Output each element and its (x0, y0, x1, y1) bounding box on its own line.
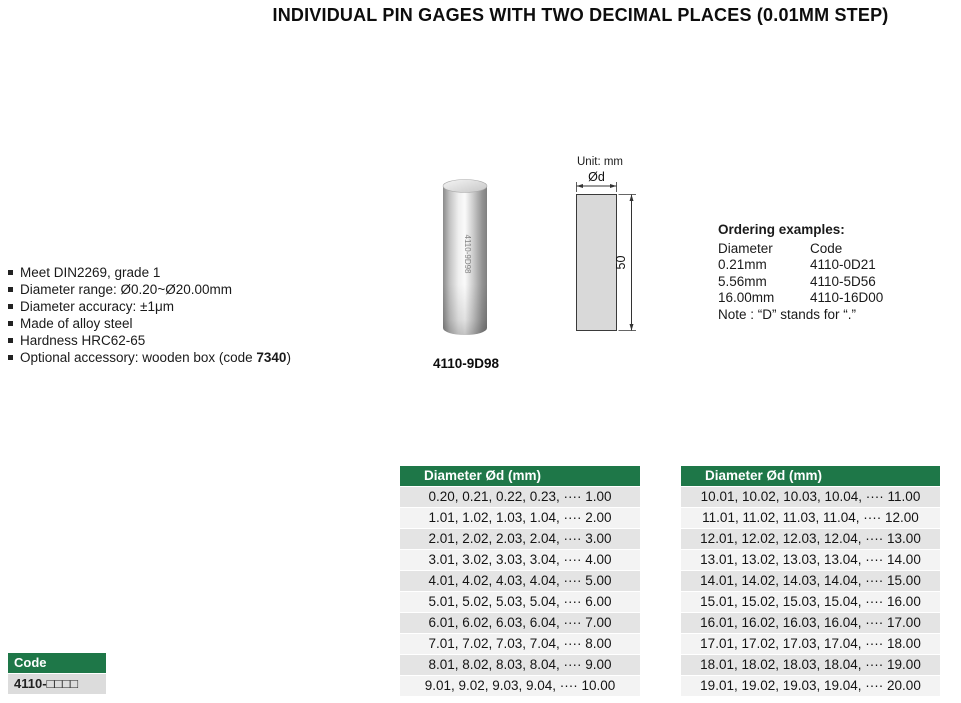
technical-drawing (572, 170, 652, 355)
ordering-row (718, 257, 928, 274)
dimension-arrow (577, 184, 584, 188)
feature-item (8, 281, 291, 298)
pin-outline-rect (577, 195, 617, 331)
table-row: 13.01, 13.02, 13.03, 13.04, ···· 14.00 (681, 550, 940, 570)
ordering-examples (718, 222, 928, 323)
feature-list (8, 264, 291, 366)
table-row: 5.01, 5.02, 5.03, 5.04, ···· 6.00 (400, 592, 640, 612)
pin-bottom-shade (443, 284, 487, 335)
pin-gage-illustration (440, 176, 490, 346)
code-box-header: Code (8, 653, 106, 673)
ordering-col-code: Code (810, 240, 843, 256)
table-row: 4.01, 4.02, 4.03, 4.04, ···· 5.00 (400, 571, 640, 591)
table-row: 11.01, 11.02, 11.03, 11.04, ···· 12.00 (681, 508, 940, 528)
table-header: Diameter Ød (mm) (400, 466, 640, 486)
feature-text (20, 349, 291, 366)
feature-text: Meet DIN2269, grade 1 (20, 265, 161, 280)
table-row: 16.01, 16.02, 16.03, 16.04, ···· 17.00 (681, 613, 940, 633)
table-row: 12.01, 12.02, 12.03, 12.04, ···· 13.00 (681, 529, 940, 549)
code-box-value: 4110-□□□□ (8, 674, 106, 694)
ordering-code: 4110-5D56 (810, 273, 876, 289)
unit-label: Unit: mm (577, 156, 623, 168)
feature-text: Made of alloy steel (20, 316, 133, 331)
ordering-row (718, 274, 928, 291)
pin-engraving-text: 4110-9D98 (463, 234, 472, 274)
table-row: 2.01, 2.02, 2.03, 2.04, ···· 3.00 (400, 529, 640, 549)
table-row: 3.01, 3.02, 3.03, 3.04, ···· 4.00 (400, 550, 640, 570)
table-header: Diameter Ød (mm) (681, 466, 940, 486)
bullet-square-icon (8, 270, 13, 275)
table-row: 14.01, 14.02, 14.03, 14.04, ···· 15.00 (681, 571, 940, 591)
feature-text-prefix: Optional accessory: wooden box (code (20, 350, 257, 365)
table-row: 6.01, 6.02, 6.03, 6.04, ···· 7.00 (400, 613, 640, 633)
table-row: 19.01, 19.02, 19.03, 19.04, ···· 20.00 (681, 676, 940, 696)
ordering-note: Note : “D” stands for “.” (718, 306, 857, 322)
dimension-arrow (630, 324, 634, 331)
ordering-row (718, 290, 928, 307)
ordering-column-headers (718, 241, 928, 258)
pin-side-view-drawing (572, 170, 652, 350)
diameter-table-left (400, 466, 640, 697)
feature-item (8, 298, 291, 315)
table-row: 1.01, 1.02, 1.03, 1.04, ···· 2.00 (400, 508, 640, 528)
bullet-square-icon (8, 304, 13, 309)
feature-item (8, 264, 291, 281)
bullet-square-icon (8, 287, 13, 292)
feature-text: Diameter accuracy: ±1μm (20, 299, 174, 314)
table-row: 18.01, 18.02, 18.03, 18.04, ···· 19.00 (681, 655, 940, 675)
ordering-diameter: 5.56mm (718, 273, 767, 289)
feature-item (8, 315, 291, 332)
feature-text-suffix: ) (286, 350, 291, 365)
ordering-code: 4110-0D21 (810, 257, 876, 272)
table-body (400, 487, 640, 696)
feature-text: Hardness HRC62-65 (20, 333, 146, 348)
page-title: INDIVIDUAL PIN GAGES WITH TWO DECIMAL PLACES (0.01MM STEP) (272, 5, 889, 25)
pin-gage-photo (440, 176, 490, 351)
table-row: 17.01, 17.02, 17.03, 17.04, ···· 18.00 (681, 634, 940, 654)
bullet-square-icon (8, 355, 13, 360)
bullet-square-icon (8, 321, 13, 326)
table-row: 7.01, 7.02, 7.03, 7.04, ···· 8.00 (400, 634, 640, 654)
table-body (681, 487, 940, 696)
bullet-square-icon (8, 338, 13, 343)
table-row: 8.01, 8.02, 8.03, 8.04, ···· 9.00 (400, 655, 640, 675)
feature-text: Diameter range: Ø0.20~Ø20.00mm (20, 282, 232, 297)
table-row: 0.20, 0.21, 0.22, 0.23, ···· 1.00 (400, 487, 640, 507)
table-row: 9.01, 9.02, 9.03, 9.04, ···· 10.00 (400, 676, 640, 696)
ordering-diameter: 16.00mm (718, 290, 775, 305)
dimension-arrow (610, 184, 617, 188)
dimension-arrow (630, 195, 634, 202)
feature-accessory-code: 7340 (256, 350, 287, 365)
ordering-heading: Ordering examples: (718, 222, 845, 237)
pin-top-face (443, 180, 487, 193)
ordering-col-diameter: Diameter (718, 240, 773, 256)
feature-item (8, 332, 291, 349)
table-row: 15.01, 15.02, 15.03, 15.04, ···· 16.00 (681, 592, 940, 612)
feature-item (8, 349, 291, 366)
code-box (8, 653, 106, 694)
diameter-table-right (681, 466, 940, 697)
pin-model-label: 4110-9D98 (432, 356, 500, 371)
diameter-dim-label: Ød (588, 170, 605, 184)
length-dim-label: 50 (614, 255, 628, 270)
table-row: 10.01, 10.02, 10.03, 10.04, ···· 11.00 (681, 487, 940, 507)
ordering-diameter: 0.21mm (718, 257, 767, 272)
ordering-code: 4110-16D00 (810, 290, 884, 305)
